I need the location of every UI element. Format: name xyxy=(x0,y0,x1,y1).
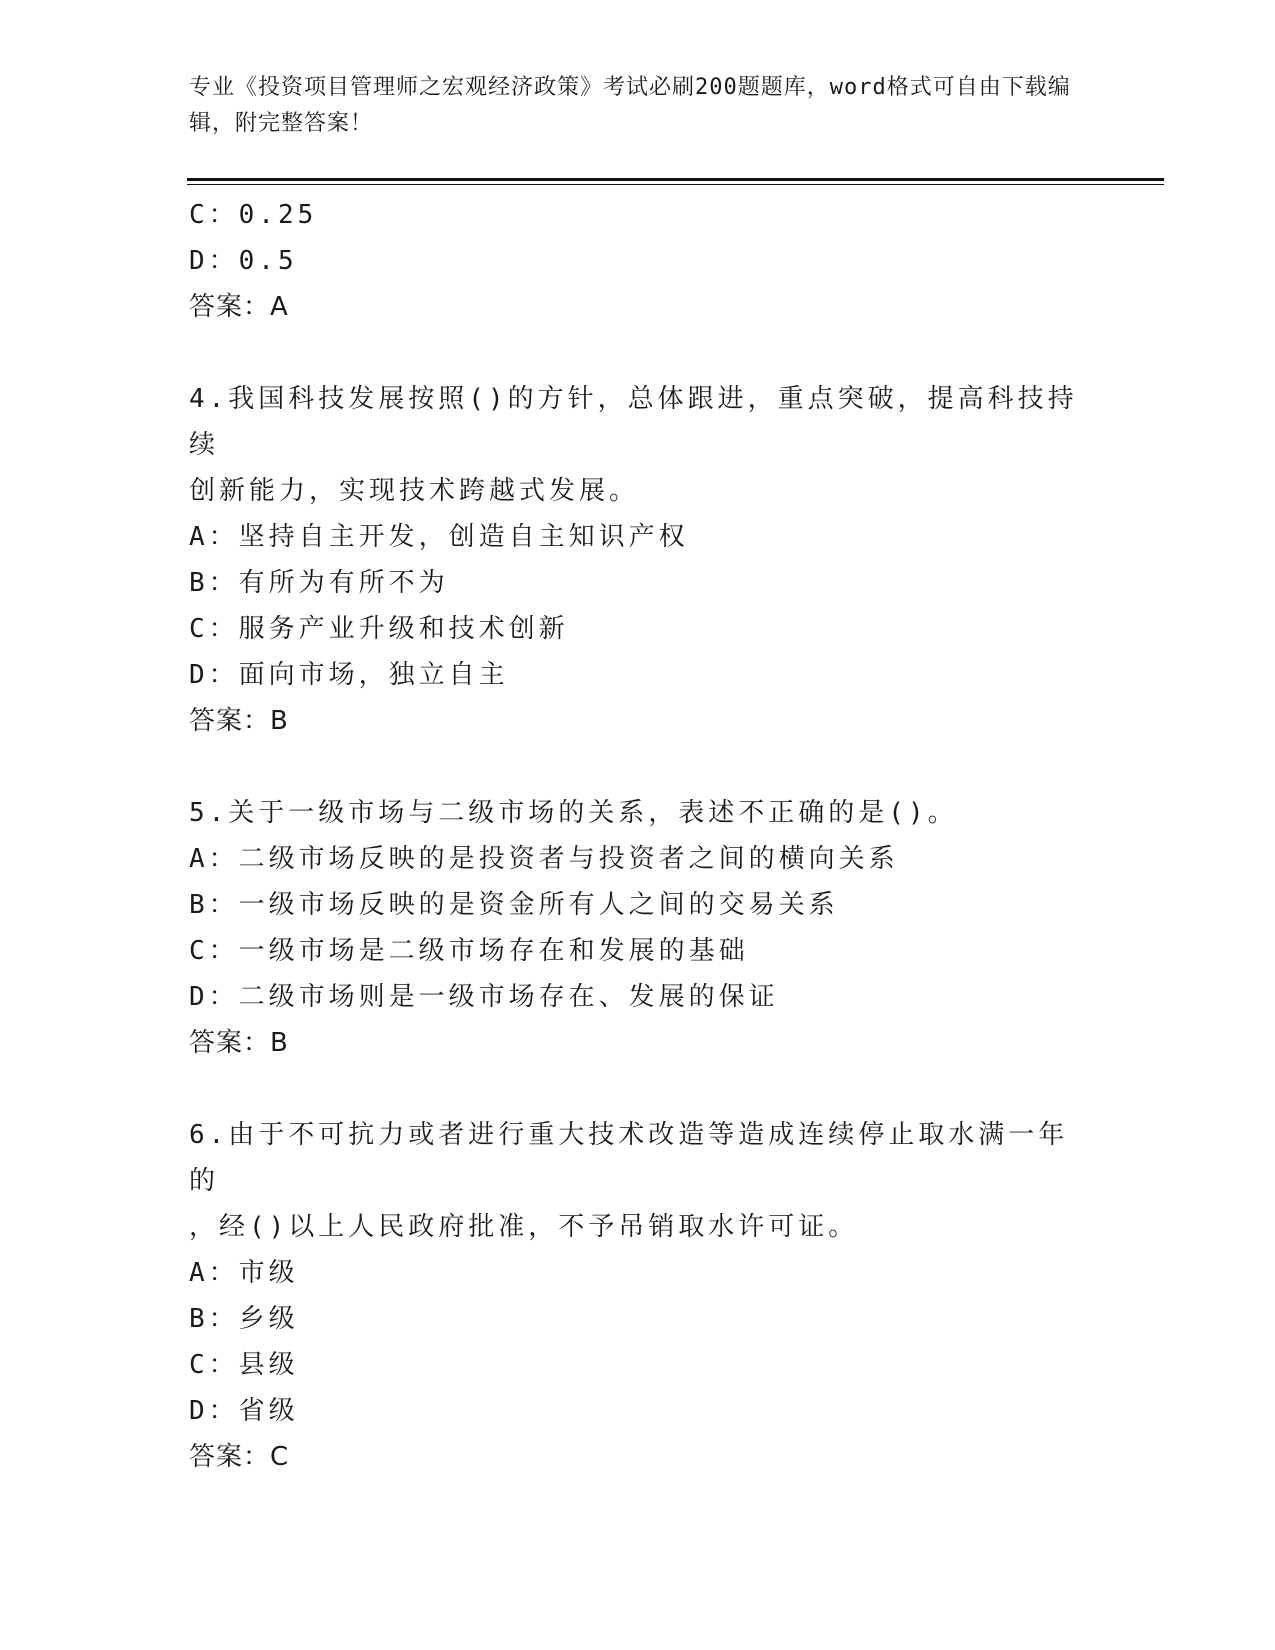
option-c: C：一级市场是二级市场存在和发展的基础 xyxy=(189,936,749,966)
option-b: B：有所为有所不为 xyxy=(189,568,449,598)
answer-line: 答案：B xyxy=(189,706,289,736)
question-text-line: 5.关于一级市场与二级市场的关系，表述不正确的是()。 xyxy=(189,798,958,828)
option-b: B：一级市场反映的是资金所有人之间的交易关系 xyxy=(189,890,839,920)
previous-question-tail xyxy=(189,192,1089,330)
option-c: C：县级 xyxy=(189,1350,299,1380)
option-c: C：服务产业升级和技术创新 xyxy=(189,614,569,644)
option-d: D：二级市场则是一级市场存在、发展的保证 xyxy=(189,982,779,1012)
option-d: D：省级 xyxy=(189,1396,299,1426)
question-text-line: 4.我国科技发展按照()的方针，总体跟进，重点突破，提高科技持续 xyxy=(189,384,1078,460)
option-a: A：坚持自主开发，创造自主知识产权 xyxy=(189,522,689,552)
question-text-line: 6.由于不可抗力或者进行重大技术改造等造成连续停止取水满一年的 xyxy=(189,1120,1069,1196)
question-4 xyxy=(189,376,1089,744)
question-text-line: ，经()以上人民政府批准，不予吊销取水许可证。 xyxy=(189,1212,859,1242)
document-header: 专业《投资项目管理师之宏观经济政策》考试必刷200题题库，word格式可自由下载编辑，附完整答案！ xyxy=(189,75,1071,136)
header-divider-thick xyxy=(187,178,1164,181)
option-a: A：二级市场反映的是投资者与投资者之间的横向关系 xyxy=(189,844,899,874)
question-text-line: 创新能力，实现技术跨越式发展。 xyxy=(189,476,640,506)
question-content xyxy=(189,192,1089,1480)
question-5 xyxy=(189,790,1089,1066)
option-d: D：面向市场，独立自主 xyxy=(189,660,509,690)
header-divider-thin xyxy=(187,184,1164,185)
answer-line: 答案：C xyxy=(189,1442,290,1472)
answer-line: 答案：B xyxy=(189,1028,289,1058)
question-6 xyxy=(189,1112,1089,1480)
option-d: D：0.5 xyxy=(189,246,298,276)
answer-line: 答案：A xyxy=(189,292,289,322)
option-b: B：乡级 xyxy=(189,1304,299,1334)
option-c: C：0.25 xyxy=(189,200,318,230)
option-a: A：市级 xyxy=(189,1258,299,1288)
